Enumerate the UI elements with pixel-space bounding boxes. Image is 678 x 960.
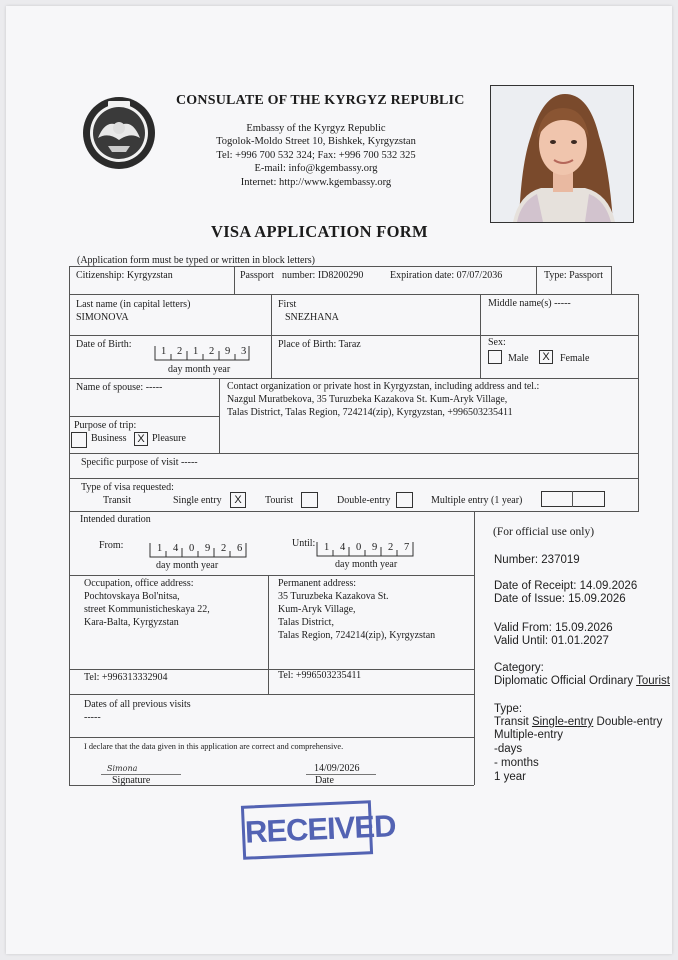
expiration-date-field: Expiration date: 07/07/2036 [390, 270, 503, 281]
received-stamp: RECEIVED [241, 800, 373, 860]
rule [611, 266, 612, 294]
rule [69, 575, 474, 576]
multiple-entry-divider [572, 491, 573, 507]
until-m1: 0 [356, 542, 362, 553]
tourist-checkbox[interactable] [301, 492, 318, 508]
type-single: Single-entry [531, 716, 594, 728]
category-options: Diplomatic Official Ordinary [494, 675, 634, 687]
form-title: VISA APPLICATION FORM [211, 222, 428, 241]
female-checkbox[interactable]: X [539, 350, 553, 364]
dob-d1: 1 [161, 346, 167, 357]
type-transit: Transit [494, 716, 529, 728]
official-type [494, 716, 662, 730]
official-issue: Date of Issue: 15.09.2026 [494, 593, 626, 605]
dob-y1: 9 [225, 346, 231, 357]
document-type-field: Type: Passport [544, 270, 604, 281]
from-y1: 2 [221, 543, 227, 554]
female-label: Female [560, 353, 590, 364]
double-entry-checkbox[interactable] [396, 492, 413, 508]
double-entry-label: Double-entry [337, 495, 391, 506]
until-y1: 2 [388, 542, 394, 553]
permanent-tel: Tel: +996503235411 [278, 670, 362, 681]
type-months: - months [494, 757, 539, 769]
official-receipt: Date of Receipt: 14.09.2026 [494, 580, 638, 592]
rule [69, 266, 70, 785]
occupation-line-3: Kara-Balta, Kyrgyzstan [84, 617, 179, 628]
embassy-address: Togolok-Moldo Street 10, Bishkek, Kyrgyzstan [216, 136, 416, 148]
rule [69, 669, 474, 670]
first-name-label: First [278, 299, 297, 310]
host-line-2: Talas District, Talas Region, 724214(zip), Kyrgyzstan, +996503235411 [227, 407, 513, 418]
transit-label: Transit [103, 495, 131, 506]
until-y2: 7 [404, 542, 410, 553]
dob-d2: 2 [177, 346, 183, 357]
from-m1: 0 [189, 543, 195, 554]
official-category-label: Category: [494, 662, 544, 674]
specific-purpose-field: Specific purpose of visit ----- [81, 457, 198, 468]
host-label: Contact organization or private host in Kyrgyzstan, including address and tel.: [227, 381, 540, 392]
last-name-label: Last name (in capital letters) [76, 299, 191, 310]
place-of-birth-field: Place of Birth: Taraz [278, 339, 361, 350]
citizenship-field: Citizenship: Kyrgyzstan [76, 270, 173, 281]
embassy-internet: Internet: http://www.kgembassy.org [240, 176, 392, 188]
purpose-label: Purpose of trip: [74, 420, 137, 431]
passport-number-field: number: ID8200290 [282, 270, 364, 281]
rule [69, 478, 639, 479]
multiple-entry-label: Multiple entry (1 year) [431, 495, 523, 506]
rule [69, 511, 639, 512]
applicant-photo [490, 85, 634, 223]
type-multiple: Multiple-entry [494, 729, 564, 741]
rule [638, 294, 639, 511]
permanent-line-1: 35 Turuzbeka Kazakova St. [278, 591, 389, 602]
spouse-field: Name of spouse: ----- [76, 382, 163, 393]
embassy-tel: Tel: +996 700 532 324; Fax: +996 700 532 325 [216, 149, 416, 161]
from-caption: day month year [156, 560, 219, 571]
until-label: Until: [292, 538, 316, 549]
tourist-label: Tourist [265, 495, 294, 506]
consulate-title: CONSULATE OF THE KYRGYZ REPUBLIC [176, 93, 465, 108]
type-double: Double-entry [596, 716, 663, 728]
first-name-value: SNEZHANA [285, 312, 339, 323]
dob-m2: 2 [209, 346, 215, 357]
duration-label: Intended duration [80, 514, 151, 525]
occupation-line-2: street Kommunisticheskaya 22, [84, 604, 210, 615]
single-entry-checkbox[interactable]: X [230, 492, 246, 508]
until-m2: 9 [372, 542, 378, 553]
rule [69, 378, 639, 379]
embassy-email: E-mail: info@kgembassy.org [254, 163, 378, 175]
rule [69, 416, 219, 417]
from-d2: 4 [173, 543, 179, 554]
until-d1: 1 [324, 542, 330, 553]
pleasure-checkbox[interactable]: X [134, 432, 148, 446]
permanent-line-3: Talas District, [278, 617, 334, 628]
rule [474, 511, 475, 785]
occupation-tel: Tel: +996313332904 [84, 672, 168, 683]
dob-label: Date of Birth: [76, 339, 132, 350]
rule [69, 266, 611, 267]
until-caption: day month year [335, 559, 398, 570]
middle-name-field: Middle name(s) ----- [488, 298, 571, 309]
previous-visits-label: Dates of all previous visits [84, 699, 191, 710]
male-label: Male [508, 353, 529, 364]
occupation-line-1: Pochtovskaya Bol'nitsa, [84, 591, 180, 602]
business-checkbox[interactable] [71, 432, 87, 448]
signature-label: Signature [112, 775, 151, 786]
official-valid-until: Valid Until: 01.01.2027 [494, 635, 609, 647]
last-name-value: SIMONOVA [76, 312, 129, 323]
from-d1: 1 [157, 543, 163, 554]
rule [219, 378, 220, 453]
rule [69, 694, 474, 695]
date-label: Date [315, 775, 334, 786]
rule [69, 335, 639, 336]
rule [69, 453, 639, 454]
pleasure-label: Pleasure [152, 433, 186, 444]
embassy-contact-block [156, 122, 476, 189]
official-type-label: Type: [494, 703, 523, 715]
single-entry-label: Single entry [173, 495, 222, 506]
host-line-1: Nazgul Muratbekova, 35 Turuzbeka Kazakova St. Kum-Aryk Village, [227, 394, 508, 405]
declaration-text: I declare that the data given in this application are correct and comprehensive. [84, 742, 344, 751]
business-label: Business [91, 433, 127, 444]
multiple-entry-checkbox[interactable] [541, 491, 605, 507]
dob-caption: day month year [168, 364, 231, 375]
until-d2: 4 [340, 542, 346, 553]
male-checkbox[interactable] [488, 350, 502, 364]
permanent-line-4: Talas Region, 724214(zip), Kyrgyzstan [278, 630, 436, 641]
permanent-address-label: Permanent address: [278, 578, 357, 589]
dob-m1: 1 [193, 346, 199, 357]
official-valid-from: Valid From: 15.09.2026 [494, 622, 613, 634]
occupation-label: Occupation, office address: [84, 578, 194, 589]
rule [271, 294, 272, 378]
signature-mark: Simona [107, 764, 138, 773]
permanent-line-2: Kum-Aryk Village, [278, 604, 356, 615]
visa-type-label: Type of visa requested: [81, 482, 174, 493]
rule [69, 737, 474, 738]
rule [536, 266, 537, 294]
type-year: 1 year [494, 771, 526, 783]
rule [69, 294, 639, 295]
until-digit-box [316, 541, 414, 557]
category-selected: Tourist [636, 675, 670, 687]
official-number: Number: 237019 [494, 554, 580, 566]
dob-digit-box [154, 345, 250, 361]
rule [480, 294, 481, 378]
official-category [494, 675, 670, 689]
visa-application-page [6, 6, 672, 954]
kyrgyz-emblem-seal [82, 96, 156, 170]
rule [268, 575, 269, 694]
sex-label: Sex: [488, 337, 506, 348]
from-label: From: [99, 540, 124, 551]
from-y2: 6 [237, 543, 243, 554]
rule [234, 266, 235, 294]
official-use-title: (For official use only) [493, 526, 595, 538]
signature-date: 14/09/2026 [314, 763, 360, 774]
dob-y2: 3 [241, 346, 247, 357]
block-letters-note: (Application form must be typed or written in block letters) [77, 255, 315, 266]
previous-visits-value: ----- [84, 712, 101, 723]
from-digit-box [149, 542, 247, 558]
type-days: -days [494, 743, 523, 755]
from-m2: 9 [205, 543, 211, 554]
embassy-name: Embassy of the Kyrgyz Republic [246, 123, 386, 134]
passport-label: Passport [240, 270, 274, 281]
